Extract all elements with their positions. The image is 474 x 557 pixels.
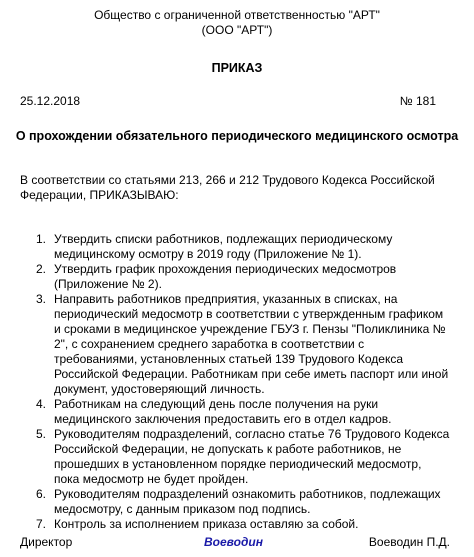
signer-role: Директор (20, 535, 73, 549)
list-item (20, 292, 450, 397)
item-number: 6. (36, 487, 47, 501)
signer-name: Воеводин П.Д. (368, 535, 450, 549)
document-meta (20, 94, 436, 109)
order-items-list (20, 232, 450, 532)
item-number: 2. (36, 262, 47, 276)
document-title: ПРИКАЗ (211, 61, 263, 75)
list-item (20, 232, 450, 262)
item-text: Утвердить списки работников, подлежащих периодическому медицинскому осмотру в 2019 году (Приложение № 1). (54, 232, 393, 261)
item-text: Утвердить график прохождения периодических медосмотров (Приложение № 2). (54, 262, 397, 291)
item-number: 1. (36, 232, 47, 246)
item-text: Работникам на следующий день после получения на руки медицинского заключения предоставить его в отдел кадров. (54, 397, 392, 426)
organization-short-name: (ООО "АРТ") (201, 23, 273, 37)
list-item (20, 397, 450, 427)
item-number: 4. (36, 397, 47, 411)
item-text: Контроль за исполнением приказа оставляю за собой. (54, 517, 359, 531)
document-subject: О прохождении обязательного периодического медицинского осмотра (15, 129, 459, 143)
item-number: 3. (36, 292, 47, 306)
item-number: 7. (36, 517, 47, 531)
list-item (20, 517, 450, 532)
intro-paragraph: В соответствии со статьями 213, 266 и 212 Трудового Кодекса Российской Федерации, ПРИКАЗЫВАЮ: (20, 173, 435, 202)
item-number: 5. (36, 427, 47, 441)
list-item (20, 487, 450, 517)
handwritten-signature: Воеводин (204, 535, 263, 549)
signature-block (20, 535, 450, 551)
item-text: Направить работников предприятия, указанных в списках, на периодический медосмотр в соответствии с утвержденным графиком и сроками в медицинское учреждение ГБУЗ г. Пензы "Поликлиника № 2", с сохранением среднего заработка в соответствии с требованиями, установленных статьей 139 Трудового Кодекса Российской Федерации. Работникам при себе иметь паспорт или иной документ, удостоверяющий личность. (54, 292, 449, 396)
organization-header (0, 8, 474, 38)
item-text: Руководителям подразделений ознакомить работников, подлежащих медосмотру, с данным приказом под подпись. (54, 487, 441, 516)
document-date: 25.12.2018 (20, 94, 81, 108)
list-item (20, 427, 450, 487)
list-item (20, 262, 450, 292)
organization-full-name: Общество с ограниченной ответственностью "АРТ" (94, 8, 380, 22)
item-text: Руководителям подразделений, согласно статье 76 Трудового Кодекса Российской Федерации, не допускать к работе работников, не прошедших в установленном порядке периодический медосмотр, пока медосмотр не будет пройден. (54, 427, 450, 486)
document-number: № 181 (399, 94, 436, 108)
